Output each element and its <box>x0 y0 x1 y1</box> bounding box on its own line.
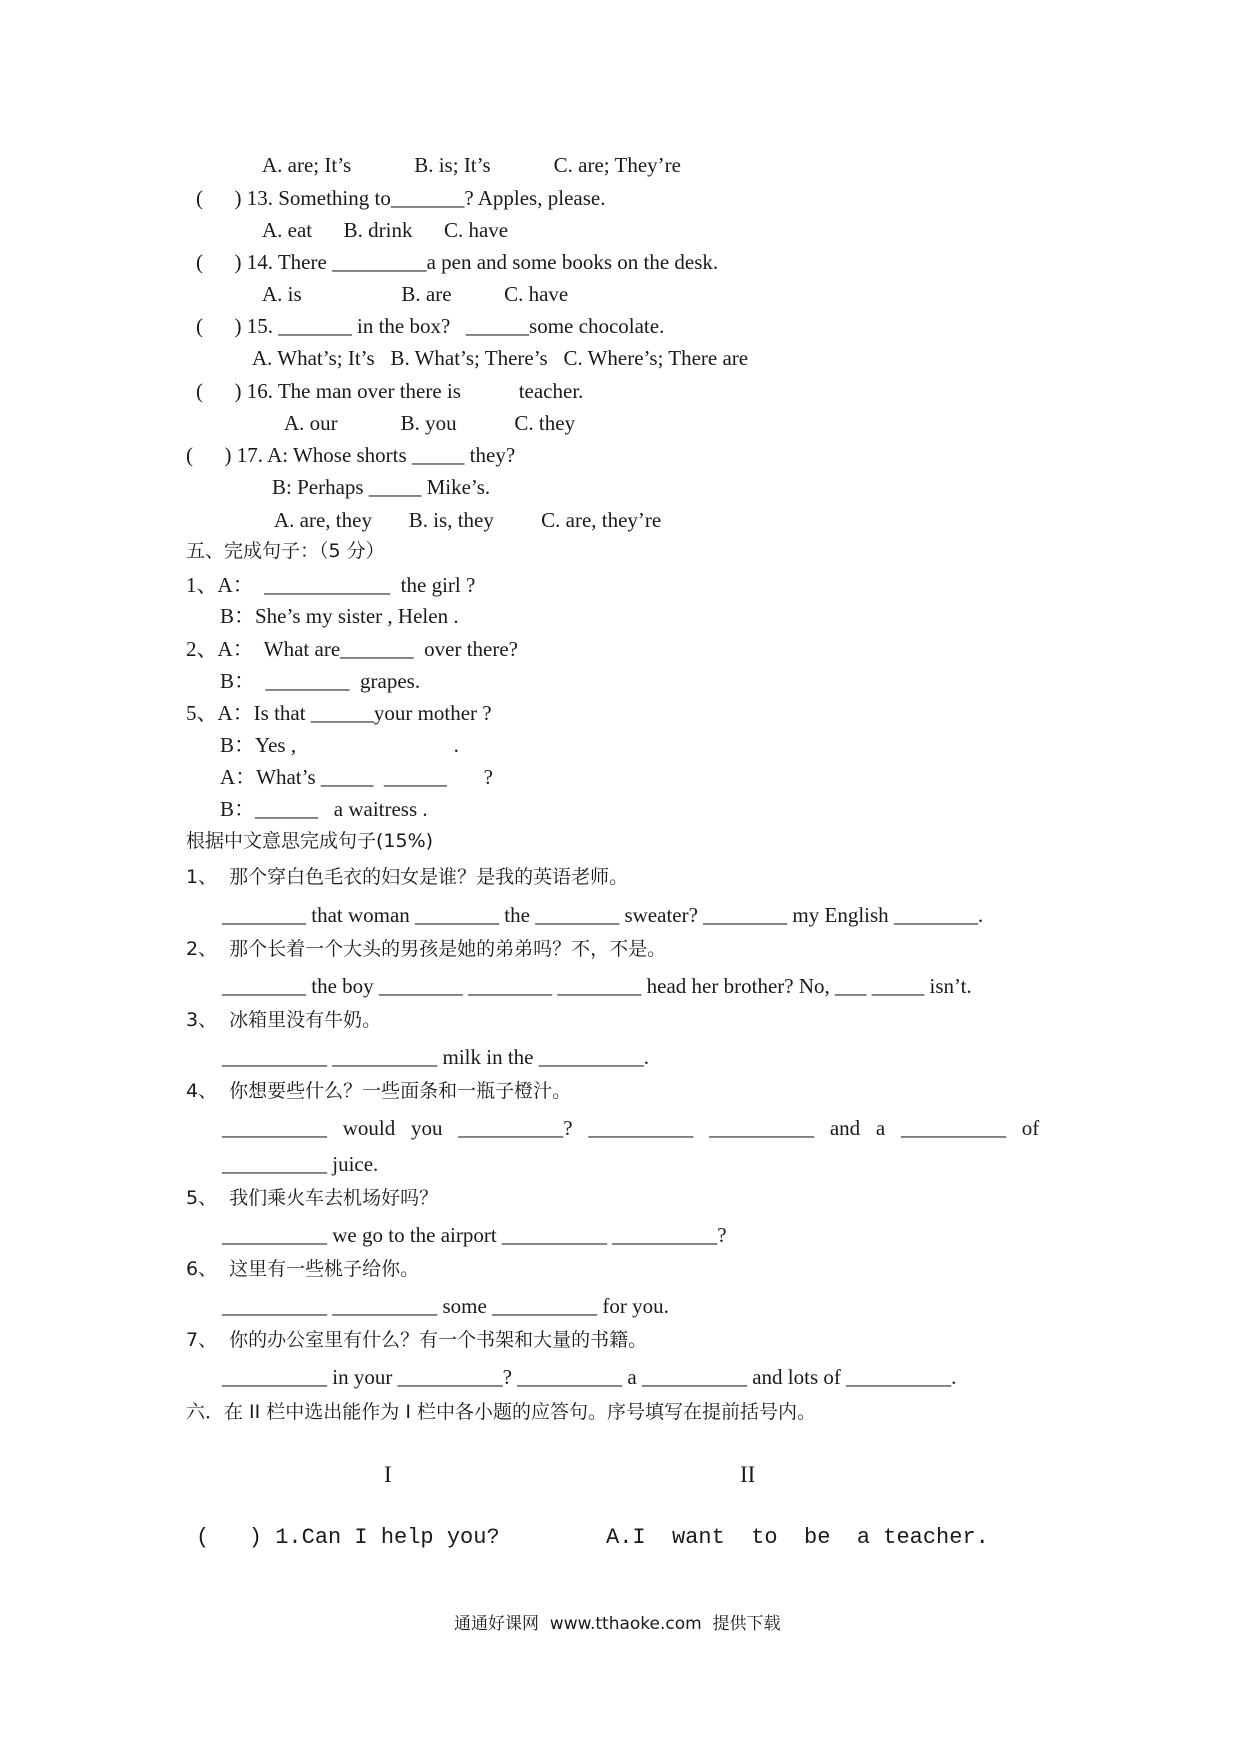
s5-item5-a: 5、A：Is that ______your mother ? <box>186 701 492 725</box>
t1-chinese: 1、 那个穿白色毛衣的妇女是谁？是我的英语老师。 <box>186 866 629 888</box>
s5-item2-a: 2、A： What are_______ over there? <box>186 637 519 661</box>
t3-chinese: 3、 冰箱里没有牛奶。 <box>186 1009 382 1031</box>
s5-item1-b: B：She’s my sister , Helen . <box>220 604 459 628</box>
t2-english: ________ the boy ________ ________ ________ head her brother? No, ___ _____ isn’t. <box>222 974 972 998</box>
page-footer: 通通好课网 www.tthaoke.com 提供下载 <box>454 1614 781 1634</box>
s6-answer-a: A.I want to be a teacher. <box>606 1525 989 1550</box>
t4-english: __________ would you __________? __________ __________ and a __________ of <box>222 1116 1040 1140</box>
t6-english: __________ __________ some __________ for you. <box>222 1294 669 1318</box>
q13-options: A. eat B. drink C. have <box>262 218 509 242</box>
s5-item5-c: A：What’s _____ ______ ? <box>220 765 493 789</box>
t7-english: __________ in your __________? __________ a __________ and lots of __________. <box>222 1365 957 1389</box>
s5-item2-b: B： ________ grapes. <box>220 669 421 693</box>
s5-item5-b: B：Yes , . <box>220 733 459 757</box>
q12-options: A. are; It’s B. is; It’s C. are; They’re <box>262 153 681 177</box>
question-17: ( ) 17. A: Whose shorts _____ they? <box>186 443 516 467</box>
question-16: ( ) 16. The man over there is teacher. <box>196 379 584 403</box>
q14-options: A. is B. are C. have <box>262 282 569 306</box>
section6-title: 六．在 II 栏中选出能作为 I 栏中各小题的应答句。序号填写在提前括号内。 <box>186 1401 816 1423</box>
t6-chinese: 6、 这里有一些桃子给你。 <box>186 1258 420 1280</box>
s5-item1-a: 1、A： ____________ the girl ? <box>186 573 476 597</box>
t1-english: ________ that woman ________ the ________ sweater? ________ my English ________. <box>222 903 984 927</box>
t7-chinese: 7、 你的办公室里有什么？有一个书架和大量的书籍。 <box>186 1329 648 1351</box>
question-15: ( ) 15. _______ in the box? ______some chocolate. <box>196 314 665 338</box>
column-ii-header: II <box>740 1462 756 1487</box>
section5-title: 五、完成句子：（5 分） <box>186 540 385 562</box>
t4-chinese: 4、 你想要些什么？一些面条和一瓶子橙汁。 <box>186 1080 572 1102</box>
s5-item5-d: B：______ a waitress . <box>220 797 428 821</box>
q17-b-line: B: Perhaps _____ Mike’s. <box>272 475 491 499</box>
question-13: ( ) 13. Something to_______? Apples, please. <box>196 186 606 210</box>
t4-english-cont: __________ juice. <box>222 1152 379 1176</box>
q15-options: A. What’s; It’s B. What’s; There’s C. Where’s; There are <box>252 346 749 370</box>
t3-english: __________ __________ milk in the __________. <box>222 1045 649 1069</box>
question-14: ( ) 14. There _________a pen and some books on the desk. <box>196 250 719 274</box>
q16-options: A. our B. you C. they <box>284 411 576 435</box>
t5-chinese: 5、 我们乘火车去机场好吗？ <box>186 1187 439 1209</box>
q17-options: A. are, they B. is, they C. are, they’re <box>274 508 662 532</box>
t5-english: __________ we go to the airport __________ __________? <box>222 1223 727 1247</box>
column-i-header: I <box>384 1462 392 1487</box>
translation-title: 根据中文意思完成句子(15%) <box>186 830 434 852</box>
t2-chinese: 2、 那个长着一个大头的男孩是她的弟弟吗？不，不是。 <box>186 938 667 960</box>
s6-question-1: ( ) 1.Can I help you? <box>196 1525 500 1550</box>
